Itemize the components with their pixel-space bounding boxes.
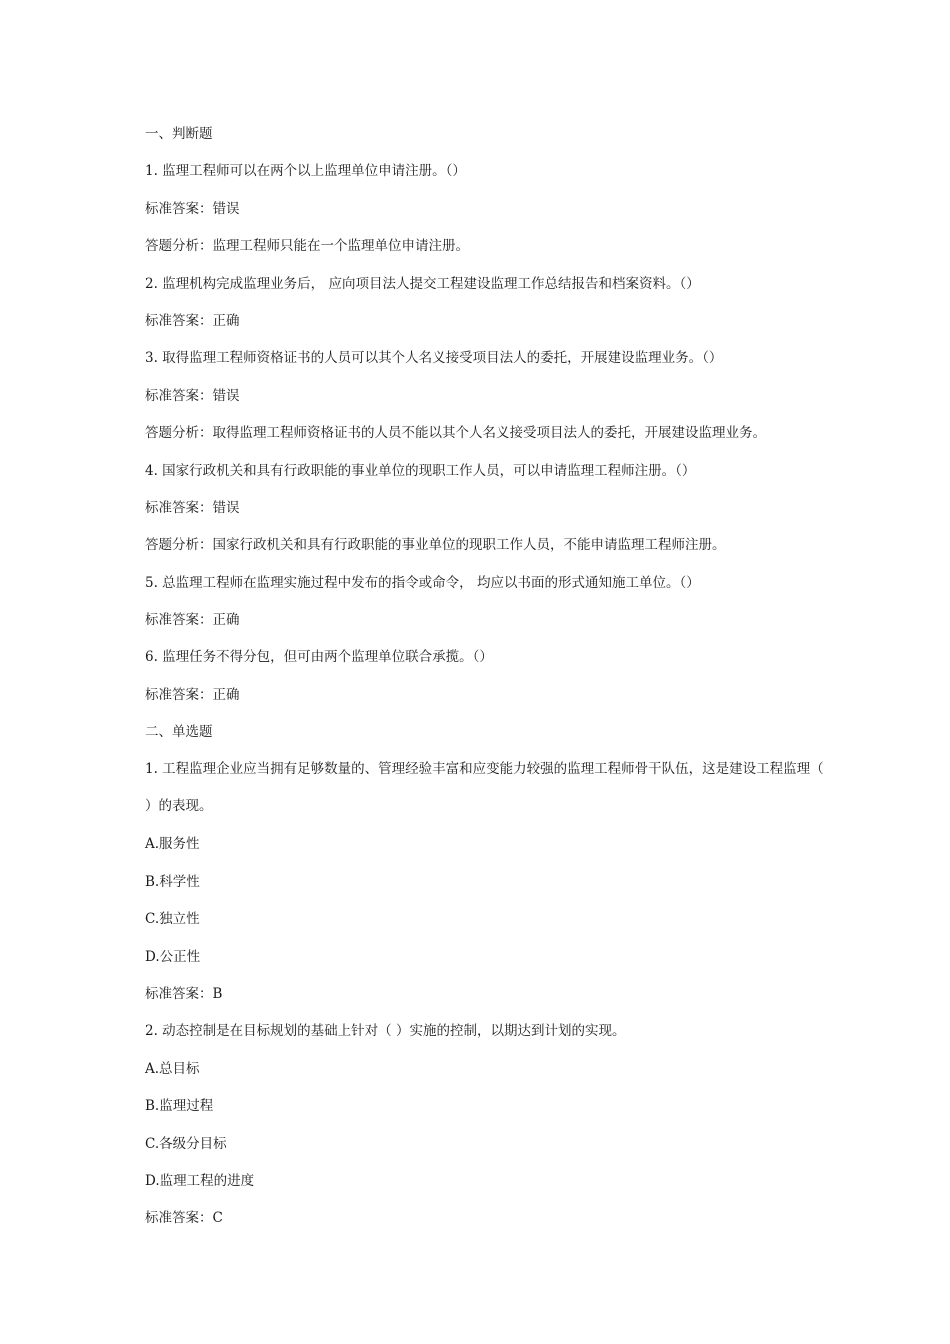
standard-answer: 标准答案：正确 [145, 686, 240, 703]
question-text: 3. 取得监理工程师资格证书的人员可以其个人名义接受项目法人的委托，开展建设监理业务。（） [145, 350, 723, 367]
standard-answer: 标准答案：错误 [145, 387, 240, 404]
option-d: D.监理工程的进度 [145, 1172, 255, 1189]
standard-answer: 标准答案：C [145, 1210, 223, 1227]
question-text: 6. 监理任务不得分包，但可由两个监理单位联合承揽。（） [145, 649, 493, 666]
option-a: A.服务性 [145, 836, 200, 853]
standard-answer: 标准答案：B [145, 986, 223, 1003]
option-c: C.各级分目标 [145, 1135, 227, 1152]
answer-analysis: 答题分析：监理工程师只能在一个监理单位申请注册。 [145, 238, 469, 255]
question-text: 1. 监理工程师可以在两个以上监理单位申请注册。（） [145, 163, 466, 180]
standard-answer: 标准答案：正确 [145, 612, 240, 629]
question-text: 4. 国家行政机关和具有行政职能的事业单位的现职工作人员，可以申请监理工程师注册。（） [145, 462, 696, 479]
question-text: 1. 工程监理企业应当拥有足够数量的、管理经验丰富和应变能力较强的监理工程师骨干队伍，这是建设工程监理（ ）的表现。 [145, 760, 824, 815]
question-text: 5. 总监理工程师在监理实施过程中发布的指令或命令， 均应以书面的形式通知施工单位。（） [145, 574, 700, 591]
answer-analysis: 答题分析：取得监理工程师资格证书的人员不能以其个人名义接受项目法人的委托，开展建设监理业务。 [145, 425, 766, 442]
standard-answer: 标准答案：错误 [145, 200, 240, 217]
standard-answer: 标准答案：正确 [145, 312, 240, 329]
question-text: 2. 动态控制是在目标规划的基础上针对（ ）实施的控制，以期达到计划的实现。 [145, 1023, 626, 1040]
question-text: 2. 监理机构完成监理业务后， 应向项目法人提交工程建设监理工作总结报告和档案资料。（） [145, 275, 700, 292]
section-heading-single-choice: 二、单选题 [145, 724, 213, 741]
standard-answer: 标准答案：错误 [145, 499, 240, 516]
option-b: B.监理过程 [145, 1098, 214, 1115]
section-heading-true-false: 一、判断题 [145, 126, 213, 142]
option-b: B.科学性 [145, 873, 200, 890]
option-a: A.总目标 [145, 1060, 200, 1077]
option-c: C.独立性 [145, 911, 200, 928]
option-d: D.公正性 [145, 948, 201, 965]
document-body [145, 124, 825, 1246]
answer-analysis: 答题分析：国家行政机关和具有行政职能的事业单位的现职工作人员，不能申请监理工程师注册。 [145, 537, 726, 554]
